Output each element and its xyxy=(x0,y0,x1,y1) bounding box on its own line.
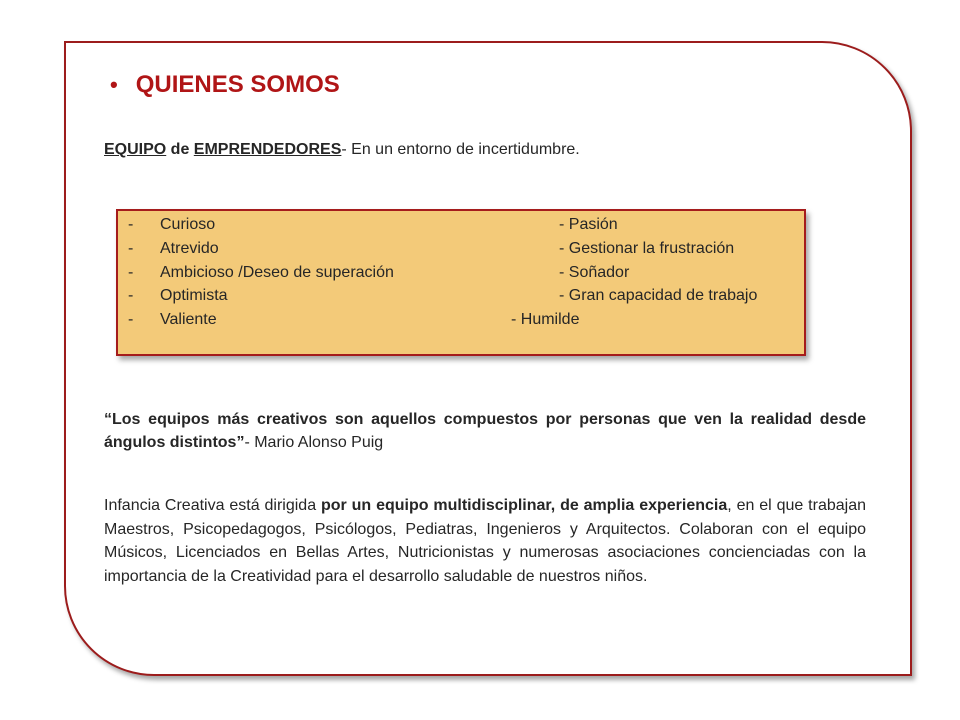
trait-right: - Gestionar la frustración xyxy=(559,240,735,257)
trait-left: - Ambicioso /Deseo de superación xyxy=(128,264,394,281)
trait-right: - Gran capacidad de trabajo xyxy=(559,287,758,304)
quote-author: - Mario Alonso Puig xyxy=(244,434,384,451)
trait-right: - Soñador xyxy=(559,264,630,281)
trait-left: - Atrevido xyxy=(128,240,219,257)
subtitle-equipo: EQUIPO xyxy=(104,141,167,158)
quote-text: “Los equipos más creativos son aquellos compuestos por personas que ven la realidad desde ángulos distintos” xyxy=(104,411,866,451)
description-paragraph xyxy=(104,494,866,588)
paragraph-bold: por un equipo multidisciplinar, de amplia experiencia xyxy=(320,497,728,514)
title-text: QUIENES SOMOS xyxy=(135,71,340,98)
traits-box xyxy=(116,209,806,356)
subtitle-emprendedores: EMPRENDEDORES xyxy=(193,141,342,158)
trait-right: - Pasión xyxy=(559,216,618,233)
subtitle-rest: - En un entorno de incertidumbre. xyxy=(341,141,580,158)
trait-left: - Curioso xyxy=(128,216,216,233)
paragraph-intro: Infancia Creativa está dirigida xyxy=(104,497,321,514)
subtitle-de: de xyxy=(166,141,194,158)
subtitle xyxy=(104,141,580,159)
bullet-icon: • xyxy=(110,72,118,97)
trait-right: - Humilde xyxy=(511,311,580,328)
page-title xyxy=(110,71,340,99)
quote xyxy=(104,408,866,454)
paragraph-rest: , en el que trabajan Maestros, Psicopedagogos, Psicólogos, Pediatras, Ingenieros y Arquitectos. Colaboran con el equipo Músicos, Licenciados en Bellas Artes, Nutricionistas y numerosas asociaciones concienciadas con la importancia de la Creatividad para el desarrollo saludable de nuestros niños. xyxy=(104,497,867,585)
trait-left: - Valiente xyxy=(128,311,217,328)
trait-left: - Optimista xyxy=(128,287,228,304)
